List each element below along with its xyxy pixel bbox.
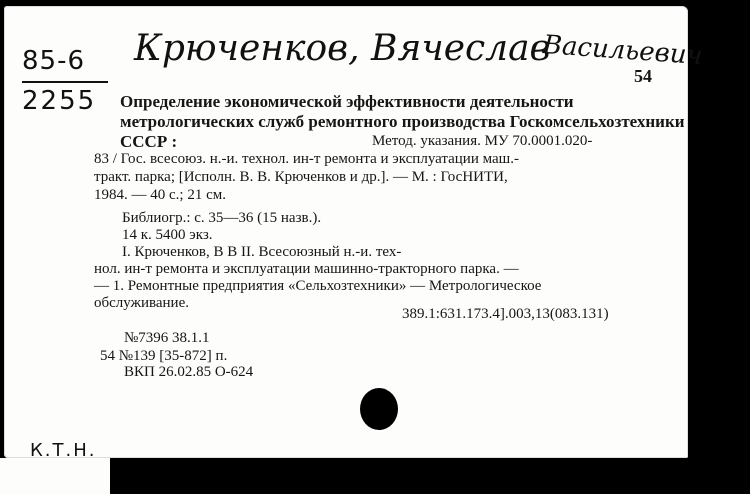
index-line: — 1. Ремонтные предприятия «Сельхозтехники» — Метрологическое bbox=[94, 278, 542, 294]
registry-note: №7396 38.1.1 bbox=[124, 330, 210, 346]
call-number-top: 85-6 bbox=[22, 46, 86, 76]
description-line: тракт. парка; [Исполн. В. В. Крюченков и др.]. — М. : ГосНИТИ, bbox=[94, 169, 508, 185]
punch-hole bbox=[360, 388, 398, 430]
card-number: 54 bbox=[634, 66, 652, 86]
udc-code: 389.1:631.173.4].003,13(083.131) bbox=[402, 306, 609, 322]
call-number-divider bbox=[22, 81, 108, 83]
card-tab bbox=[0, 458, 110, 494]
description-line: Метод. указания. МУ 70.0001.020- bbox=[372, 133, 593, 149]
description-line: 1984. — 40 с.; 21 см. bbox=[94, 187, 226, 203]
index-line: I. Крюченков, В В II. Всесоюзный н.-и. тех- bbox=[122, 244, 402, 260]
index-line: обслуживание. bbox=[94, 295, 189, 311]
card-title: Определение экономической эффективности деятельности метрологических служб ремонтного производства Госкомсельхозтехники СССР : bbox=[120, 92, 685, 151]
description-line: 83 / Гос. всесоюз. н.-и. технол. ин-т ремонта и эксплуатации маш.- bbox=[94, 151, 519, 167]
catalog-card bbox=[4, 6, 704, 458]
handwritten-author: Крюченков, Вячеслав bbox=[134, 28, 551, 69]
handwritten-footer-mark: К.Т.Н. bbox=[30, 440, 97, 461]
handwritten-patronymic: Васильевич bbox=[541, 30, 704, 72]
print-run: 14 к. 5400 экз. bbox=[122, 227, 213, 243]
index-line: нол. ин-т ремонта и эксплуатации машинно-тракторного парка. — bbox=[94, 261, 519, 277]
registry-note: 54 №139 [35-872] п. bbox=[100, 348, 228, 364]
call-number-bottom: 2255 bbox=[22, 86, 97, 116]
registry-note: ВКП 26.02.85 О-624 bbox=[124, 364, 254, 380]
bibliography-note: Библиогр.: с. 35—36 (15 назв.). bbox=[122, 210, 322, 226]
